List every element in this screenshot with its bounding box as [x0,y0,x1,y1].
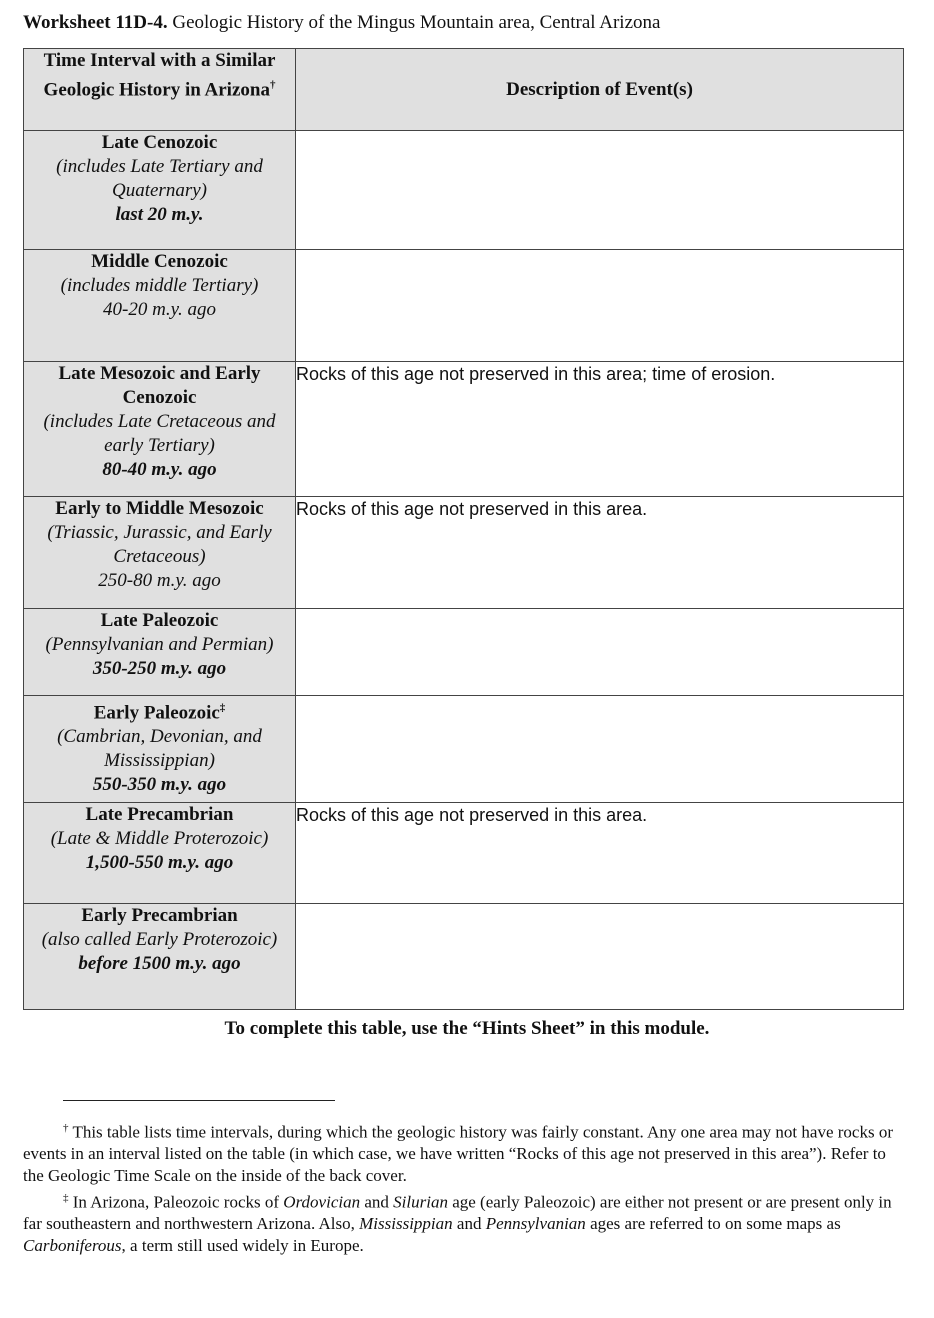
description-cell[interactable] [296,609,904,696]
header-time-interval: Time Interval with a Similar Geologic History in Arizona† [24,49,296,131]
description-cell[interactable] [296,904,904,1010]
interval-periods: (Cambrian, Devonian, and Mississippian) [57,726,262,772]
interval-name: Late Precambrian [85,804,234,825]
table-row [24,362,904,497]
table-row [24,497,904,609]
table-row [24,609,904,696]
interval-name: Early to Middle Mesozoic [55,498,264,519]
interval-name: Early Paleozoic [93,702,220,724]
interval-age: 250-80 m.y. ago [98,570,221,591]
interval-name: Late Mesozoic and Early Cenozoic [58,363,261,408]
description-cell[interactable] [296,131,904,250]
interval-periods: (includes middle Tertiary) [60,275,259,296]
interval-periods: (Late & Middle Proterozoic) [50,828,269,849]
footnote-1-text: This table lists time intervals, during which the geologic history was fairly constant. Any one area may not have rocks or events in an interval listed on the table (in which case, we have written “Rocks of this age not preserved in this area”). Refer to the Geologic Time Scale on the inside of the back cover. [23,1122,893,1185]
table-row [24,696,904,803]
time-interval-cell [24,609,296,696]
interval-periods: (includes Late Tertiary and Quaternary) [56,156,263,201]
interval-name: Late Cenozoic [101,132,218,153]
footnote-2: ‡ In Arizona, Paleozoic rocks of Ordovician and Silurian age (early Paleozoic) are either not present or are present only in far southeastern and northwestern Arizona. Also, Mississippian and Pennsylvanian ages are referred to on some maps as Carboniferous, a term still used widely in Europe. [23,1192,892,1255]
interval-age: 350-250 m.y. ago [92,658,227,679]
footnote-2-mark: ‡ [63,1192,69,1204]
time-interval-cell [24,497,296,609]
interval-age: last 20 m.y. [115,204,204,225]
interval-periods: (Triassic, Jurassic, and Early Cretaceous) [47,522,272,567]
table-row [24,803,904,904]
description-cell[interactable]: Rocks of this age not preserved in this area. [296,497,904,609]
worksheet-label: Worksheet 11D-4. [23,12,168,33]
interval-age: before 1500 m.y. ago [78,953,241,974]
interval-name: Middle Cenozoic [91,251,228,272]
table-row [24,250,904,362]
interval-periods: (Pennsylvanian and Permian) [45,634,274,655]
worksheet-title-text: Geologic History of the Mingus Mountain area, Central Arizona [172,12,661,33]
description-cell[interactable]: Rocks of this age not preserved in this area; time of erosion. [296,362,904,497]
description-cell[interactable]: Rocks of this age not preserved in this area. [296,803,904,904]
dagger-mark: † [269,79,276,91]
time-interval-cell [24,803,296,904]
interval-age: 550-350 m.y. ago [92,774,227,796]
description-cell[interactable] [296,696,904,803]
time-interval-cell [24,250,296,362]
header-description: Description of Event(s) [296,49,904,131]
interval-periods: (also called Early Proterozoic) [41,929,278,950]
description-cell[interactable] [296,250,904,362]
geologic-history-table [23,48,904,1010]
time-interval-cell [24,362,296,497]
completion-note: To complete this table, use the “Hints Sheet” in this module. [224,1018,710,1039]
interval-age: 80-40 m.y. ago [102,459,217,480]
footnote-1 [23,1118,908,1186]
footnote-1-mark: † [63,1122,69,1134]
time-interval-cell [24,696,296,803]
time-interval-cell [24,904,296,1010]
time-interval-cell [24,131,296,250]
footnote-divider [63,1100,335,1101]
interval-name: Early Precambrian [81,905,238,926]
interval-periods: (includes Late Cretaceous and early Tertiary) [43,411,276,456]
worksheet-title [23,12,660,34]
table-row [24,904,904,1010]
interval-name: Late Paleozoic [100,610,219,631]
double-dagger-mark: ‡ [219,702,226,714]
interval-age: 40-20 m.y. ago [103,299,216,320]
table-row [24,131,904,250]
interval-age: 1,500-550 m.y. ago [85,852,234,873]
